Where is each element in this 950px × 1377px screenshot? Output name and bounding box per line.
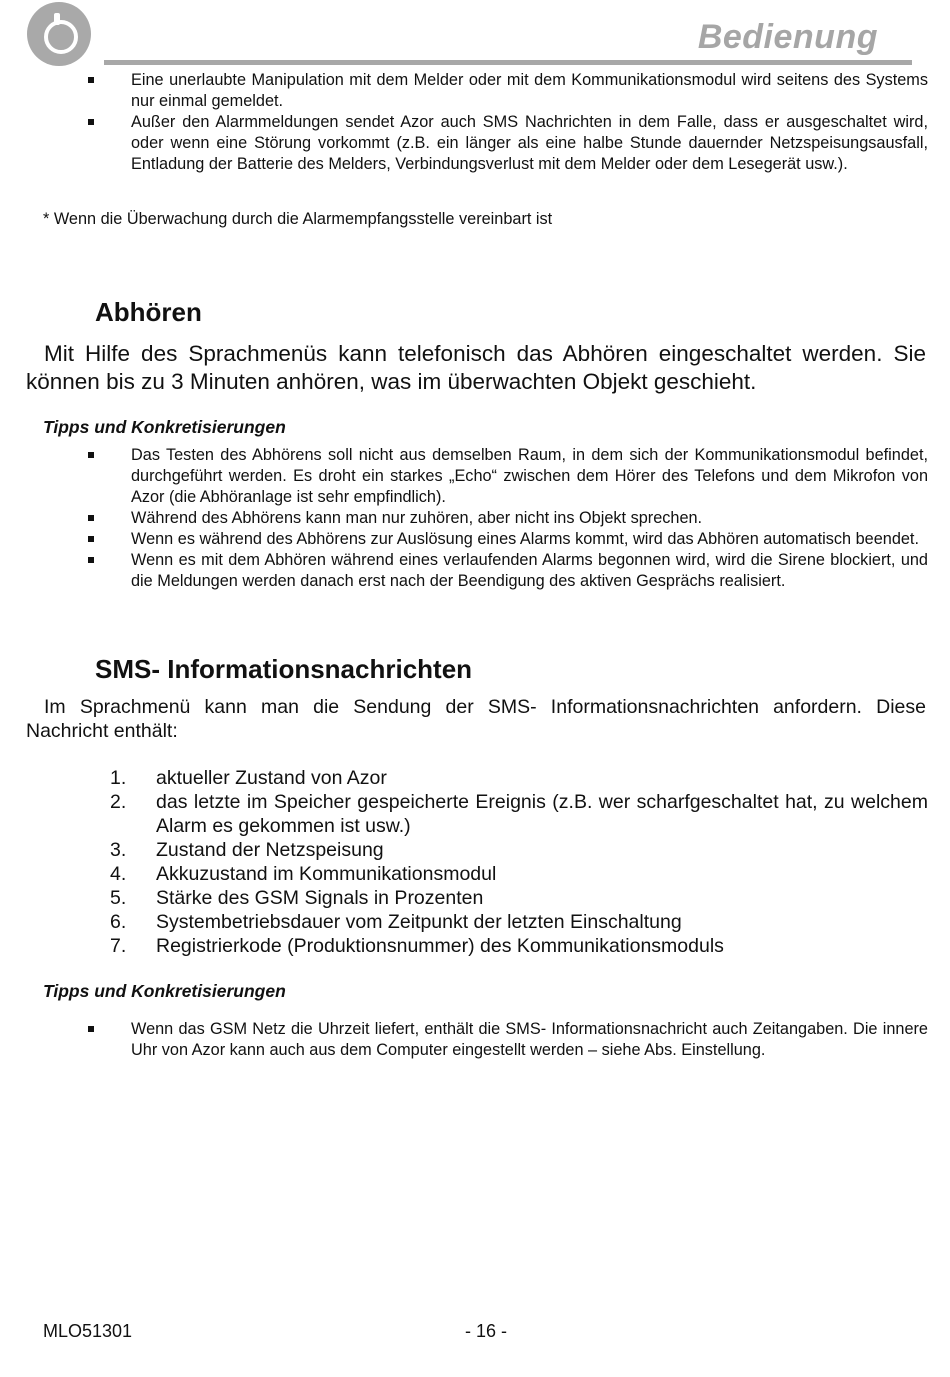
list-number: 2.	[110, 791, 127, 813]
circle-logo-icon	[27, 2, 91, 66]
sms-intro: Im Sprachmenü kann man die Sendung der SMS- Informationsnachrichten anfordern. Diese Nachricht enthält:	[26, 696, 926, 742]
list-item	[110, 790, 928, 838]
list-item	[110, 838, 928, 862]
list-text: Akkuzustand im Kommunikationsmodul	[156, 863, 497, 885]
list-item	[110, 910, 928, 934]
list-text: Stärke des GSM Signals in Prozenten	[156, 887, 484, 909]
page-number: - 16 -	[465, 1321, 508, 1341]
list-item	[110, 886, 928, 910]
list-number: 3.	[110, 839, 127, 861]
header-divider	[104, 60, 912, 65]
list-item: Eine unerlaubte Manipulation mit dem Melder oder mit dem Kommunikationsmodul wird seitens des Systems nur einmal gemeldet.	[88, 70, 928, 112]
list-item	[110, 766, 928, 790]
logo-notch	[54, 13, 60, 25]
list-item: Wenn das GSM Netz die Uhrzeit liefert, enthält die SMS- Informationsnachricht auch Zeitangaben. Die innere Uhr von Azor kann auch aus dem Computer eingestellt werden – siehe Abs. Einstellung.	[88, 1019, 928, 1061]
list-item: Wenn es mit dem Abhören während eines verlaufenden Alarms begonnen wird, wird die Sirene blockiert, und die Meldungen werden danach erst nach der Beendigung des aktiven Gesprächs realisiert.	[88, 550, 928, 592]
header-title: Bedienung	[697, 18, 878, 56]
abhoeren-intro: Mit Hilfe des Sprachmenüs kann telefonisch das Abhören eingeschaltet werden. Sie können bis zu 3 Minuten anhören, was im überwachten Objekt geschieht.	[26, 341, 926, 394]
list-item: Wenn es während des Abhörens zur Auslösung eines Alarms kommt, wird das Abhören automatisch beendet.	[88, 529, 928, 550]
list-item	[110, 862, 928, 886]
list-text: Systembetriebsdauer vom Zeitpunkt der letzten Einschaltung	[156, 911, 682, 933]
list-item	[110, 934, 928, 958]
tips-heading-sms: Tipps und Konkretisierungen	[43, 981, 286, 1001]
list-item: Außer den Alarmmeldungen sendet Azor auch SMS Nachrichten in dem Falle, dass er ausgeschaltet wird, oder wenn eine Störung vorkommt (z.B. ein länger als eine halbe Stunde dauernder Netzspeisungsausfall, Entladung der Batterie des Melders, Verbindungsverlust mit dem Melder oder dem Lesegerät usw.).	[88, 112, 928, 175]
document-code: MLO51301	[43, 1321, 133, 1341]
section-heading-sms: SMS- Informationsnachrichten	[95, 654, 473, 684]
list-text: Registrierkode (Produktionsnummer) des Kommunikationsmoduls	[156, 935, 724, 957]
list-number: 5.	[110, 887, 127, 909]
top-bullet-list	[88, 70, 928, 175]
list-item: Während des Abhörens kann man nur zuhören, aber nicht ins Objekt sprechen.	[88, 508, 928, 529]
list-text: Zustand der Netzspeisung	[156, 839, 384, 861]
list-number: 4.	[110, 863, 127, 885]
list-number: 6.	[110, 911, 127, 933]
abhoeren-tips-list	[88, 445, 928, 592]
logo-ring	[44, 20, 78, 54]
list-item: Das Testen des Abhörens soll nicht aus demselben Raum, in dem sich der Kommunikationsmodul befindet, durchgeführt werden. Es droht ein starkes „Echo“ zwischen dem Hörer des Telefons und dem Mikrofon von Azor (die Abhöranlage ist sehr empfindlich).	[88, 445, 928, 508]
list-number: 1.	[110, 767, 127, 789]
footnote: * Wenn die Überwachung durch die Alarmempfangsstelle vereinbart ist	[43, 210, 553, 228]
list-number: 7.	[110, 935, 127, 957]
section-heading-abhoeren: Abhören	[95, 297, 202, 327]
sms-tips-list	[88, 1019, 928, 1061]
sms-content-list	[110, 766, 928, 958]
list-text: das letzte im Speicher gespeicherte Ereignis (z.B. wer scharfgeschaltet hat, zu welchem Alarm es gekommen ist usw.)	[156, 791, 928, 837]
list-text: aktueller Zustand von Azor	[156, 767, 387, 789]
tips-heading-abhoeren: Tipps und Konkretisierungen	[43, 417, 286, 437]
